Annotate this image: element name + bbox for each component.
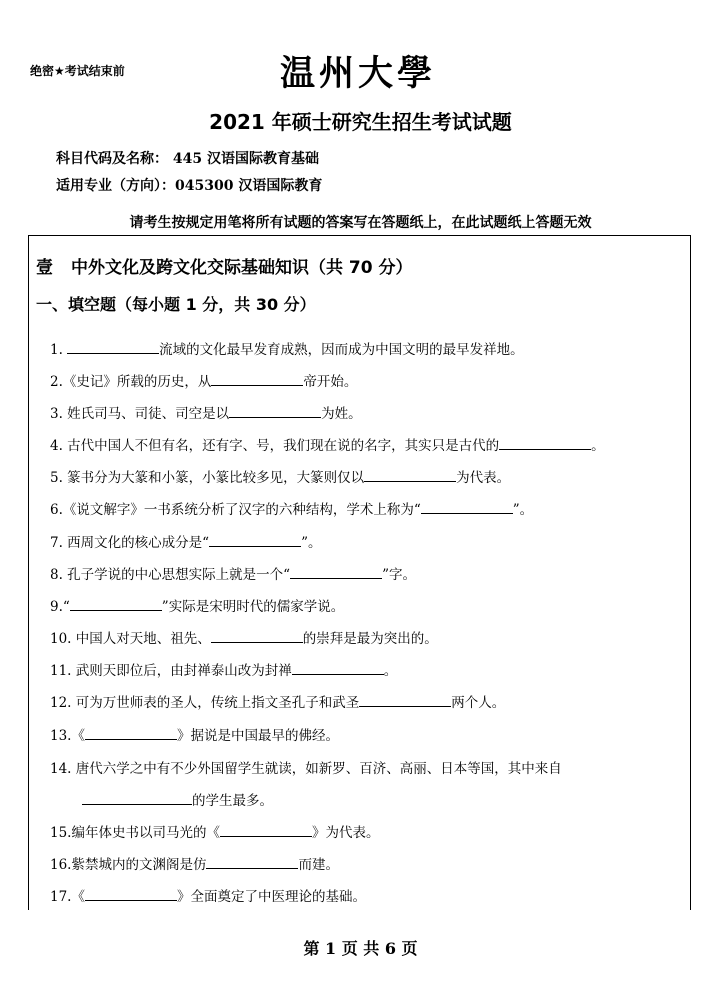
question-text: ”字。 (382, 567, 416, 583)
section-title: 一、填空题（每小题 1 分，共 30 分） (36, 295, 316, 314)
question-text: 16.紫禁城内的文渊阁是仿 (50, 857, 207, 873)
question-13 (50, 724, 339, 744)
answer-blank (85, 727, 177, 740)
question-text: 的崇拜是最为突出的。 (302, 631, 438, 647)
question-15 (50, 821, 379, 841)
question-text: 》全面奠定了中医理论的基础。 (176, 889, 366, 905)
question-text: 2.《史记》所载的历史，从 (50, 374, 212, 390)
question-text: 的学生最多。 (192, 793, 273, 809)
question-text: 》为代表。 (311, 825, 380, 841)
question-text: 3. 姓氏司马、司徒、司空是以 (50, 406, 230, 422)
question-text: 5. 篆书分为大篆和小篆，小篆比较多见，大篆则仅以 (50, 470, 365, 486)
question-3 (50, 402, 362, 422)
question-16 (50, 853, 339, 873)
answer-blank (85, 888, 177, 901)
question-14-continued (82, 789, 273, 809)
question-text: 8. 孔子学说的中心思想实际上就是一个“ (50, 567, 291, 583)
answer-notice: 请考生按规定用笔将所有试题的答案写在答题纸上，在此试题纸上答题无效 (129, 215, 592, 231)
question-text: 11. 武则天即位后，由封禅泰山改为封禅 (50, 663, 292, 679)
question-14 (50, 757, 562, 777)
question-6 (50, 498, 533, 518)
answer-blank (229, 405, 321, 418)
question-text: 15.编年体史书以司马光的《 (50, 825, 220, 841)
question-text: 7. 西周文化的核心成分是“ (50, 535, 210, 551)
answer-blank (70, 598, 162, 611)
answer-blank (290, 566, 382, 579)
question-text: 6.《说文解字》一书系统分析了汉字的六种结构，学术上称为“ (50, 502, 421, 518)
exam-title: 2021 年硕士研究生招生考试试题 (209, 110, 512, 134)
part-title-text: 中外文化及跨文化交际基础知识（共 70 分） (71, 258, 413, 278)
part-title (36, 253, 413, 278)
question-12 (50, 691, 505, 711)
part-number: 壹 (36, 258, 53, 278)
question-2 (50, 370, 357, 390)
question-text: 9.“ (50, 599, 70, 615)
answer-blank (67, 341, 159, 354)
answer-blank (211, 630, 303, 643)
question-text: ”。 (301, 535, 322, 551)
answer-blank (292, 662, 384, 675)
question-text: ”。 (512, 502, 534, 518)
question-text: 1. (50, 342, 68, 358)
answer-blank (206, 856, 298, 869)
question-text: 14. 唐代六学之中有不少外国留学生就读，如新罗、百济、高丽、日本等国，其中来自 (50, 761, 562, 777)
question-9 (50, 595, 344, 615)
answer-blank (421, 501, 513, 514)
answer-blank (209, 534, 301, 547)
answer-blank (220, 824, 312, 837)
question-text: 。 (383, 663, 398, 679)
question-11 (50, 659, 397, 679)
question-text: 12. 可为万世师表的圣人，传统上指文圣孔子和武圣 (50, 695, 360, 711)
question-text: 4. 古代中国人不但有名，还有字、号，我们现在说的名字，其实只是古代的 (50, 438, 500, 454)
question-text: 帝开始。 (303, 374, 358, 390)
question-text: 为姓。 (321, 406, 362, 422)
question-text: 13.《 (50, 728, 85, 744)
answer-blank (211, 373, 303, 386)
question-8 (50, 563, 416, 583)
question-text: 》据说是中国最早的佛经。 (176, 728, 339, 744)
question-17 (50, 885, 366, 905)
question-5 (50, 466, 510, 486)
major-direction: 适用专业（方向）：045300 汉语国际教育 (56, 178, 323, 194)
question-text: 而建。 (298, 857, 339, 873)
subject-code: 科目代码及名称： 445 汉语国际教育基础 (56, 151, 319, 167)
question-1 (50, 338, 524, 358)
answer-blank (359, 694, 451, 707)
question-text: 17.《 (50, 889, 85, 905)
question-7 (50, 531, 321, 551)
question-text: 为代表。 (456, 470, 511, 486)
question-text: 流域的文化最早发育成熟，因而成为中国文明的最早发祥地。 (159, 342, 524, 358)
question-text: 10. 中国人对天地、祖先、 (50, 631, 211, 647)
answer-blank (364, 469, 456, 482)
page-number: 第 1 页 共 6 页 (303, 939, 418, 958)
answer-blank (499, 437, 591, 450)
question-4 (50, 434, 605, 454)
answer-blank (82, 792, 192, 805)
question-text: ”实际是宋明时代的儒家学说。 (161, 599, 345, 615)
secret-label: 绝密★考试结束前 (30, 64, 125, 78)
question-text: 。 (591, 438, 605, 454)
university-logo: 温州大學 (280, 53, 437, 94)
question-text: 两个人。 (451, 695, 506, 711)
question-10 (50, 627, 438, 647)
